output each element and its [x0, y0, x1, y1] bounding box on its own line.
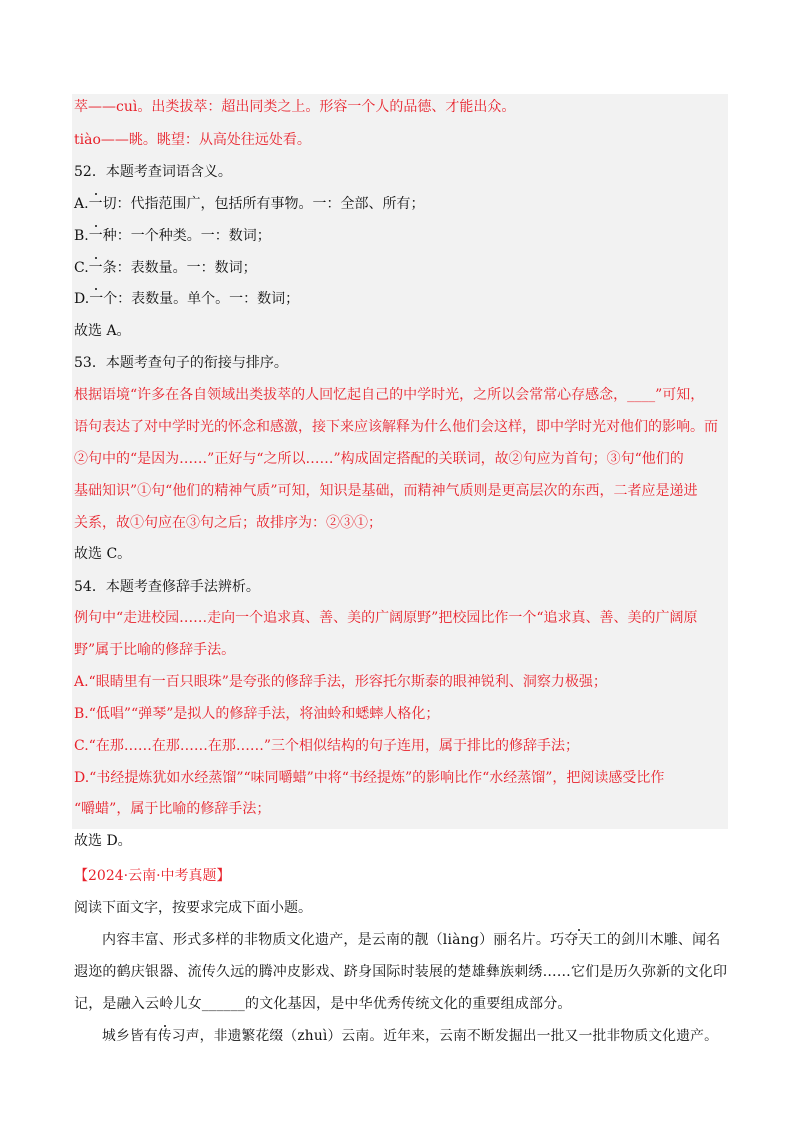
section-instruction: 阅读下面文字，按要求完成下面小题。	[74, 900, 312, 916]
option-d: D.一个：表数量。单个。一：数词；	[74, 291, 300, 307]
emphasis-dot-char: 一	[88, 228, 103, 244]
question-54-heading: 54．本题考查修辞手法辨析。	[74, 579, 260, 595]
emphasis-dot-char: 一	[88, 260, 103, 276]
passage-line: 内容丰富、形式多样的非物质文化遗产，是云南的靓（liàng）丽名片。巧夺天工的剑川木雕、闻名	[102, 932, 721, 948]
option-a: A.一切：代指范围广，包括所有事物。一：全部、所有；	[74, 196, 425, 212]
answer-line: 基础知识”①句“他们的精神气质”可知，知识是基础，而精神气质则是更高层次的东西，二者应是递进	[74, 483, 698, 499]
answer-choice: 故选 D。	[74, 833, 132, 849]
section-tag: 【2024·云南·中考真题】	[74, 868, 231, 884]
answer-choice: 故选 A。	[74, 323, 131, 339]
answer-line: A.“眼睛里有一百只眼珠”是夸张的修辞手法，形容托尔斯泰的眼神锐利、洞察力极强；	[74, 674, 607, 690]
answer-line: 关系，故①句应在③句之后；故排序为：②③①；	[74, 515, 382, 531]
question-53-heading: 53．本题考查句子的衔接与排序。	[74, 355, 288, 371]
passage-line: 遐迩的鹤庆银器、流传久远的腾冲皮影戏、跻身国际时装展的楚雄彝族刺绣……它们是历久弥新的文化印	[74, 964, 728, 980]
question-52-heading: 52．本题考查词语含义。	[74, 164, 232, 180]
answer-line: tiào——眺。眺望：从高处往远处看。	[74, 132, 311, 148]
emphasis-dot-char: 一	[88, 196, 103, 212]
answer-line: 根据语境“许多在各自领域出类拔萃的人回忆起自己的中学时光，之所以会常常心存感念，____”可知，	[74, 387, 705, 403]
answer-line: 野”属于比喻的修辞手法。	[74, 642, 236, 658]
passage-line: 记，是融入云岭儿女______的文化基因，是中华优秀传统文化的重要组成部分。	[74, 996, 572, 1012]
answer-line: 语句表达了对中学时光的怀念和感激，接下来应该解释为什么他们会这样，即中学时光对他们的影响。而	[74, 419, 718, 435]
answer-line: 例句中“走进校园……走向一个追求真、善、美的广阔原野”把校园比作一个“追求真、善、美的广阔原	[74, 610, 698, 626]
option-c: C.一条：表数量。一：数词；	[74, 260, 257, 276]
emphasis-dotted-phrase: 巧夺天工	[550, 932, 607, 948]
emphasis-dot-char: 一	[89, 291, 104, 307]
answer-line: D.“书经提炼犹如水经蒸馏”“味同嚼蜡”中将“书经提炼”的影响比作“水经蒸馏”，把阅读感受比作	[74, 770, 665, 786]
option-b: B.一种：一个种类。一：数词；	[74, 228, 271, 244]
answer-choice: 故选 C。	[74, 546, 132, 562]
answer-line: B.“低唱”“弹琴”是拟人的修辞手法，将油蛉和蟋蟀人格化；	[74, 706, 440, 722]
answer-line: ②句中的“是因为……”正好与“之所以……”构成固定搭配的关联词，故②句应为首句；③句“他们的	[74, 451, 684, 467]
passage-line: 城乡皆有传习声，非遗繁花缀（zhuì）云南。近年来，云南不断发掘出一批又一批非物质文化遗产。	[102, 1028, 719, 1044]
answer-line: C.“在那……在那……在那……”三个相似结构的句子连用，属于排比的修辞手法；	[74, 738, 579, 754]
answer-line: “嚼蜡”，属于比喻的修辞手法；	[74, 801, 271, 817]
answer-line: 萃——cuì。出类拔萃：超出同类之上。形容一个人的品德、才能出众。	[74, 99, 516, 115]
fill-blank: ______	[201, 996, 246, 1012]
emphasis-dotted-phrase: 皆有传习声	[129, 1028, 200, 1044]
